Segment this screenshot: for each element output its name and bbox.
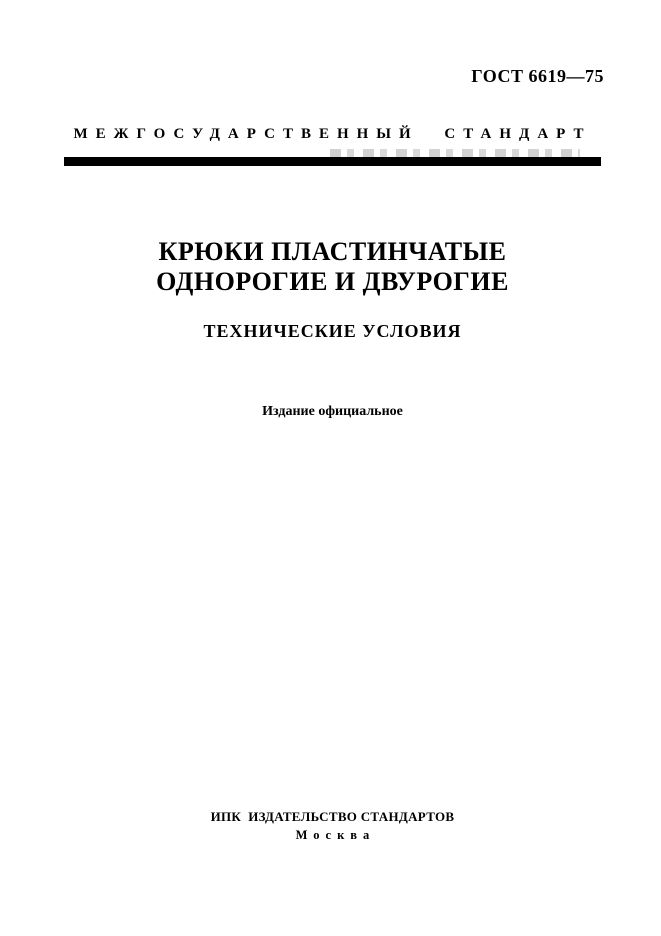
- publisher-city: Москва: [295, 828, 376, 842]
- doc-code: ГОСТ 6619—75: [471, 66, 604, 86]
- doc-title-line2: ОДНОРОГИЕ И ДВУРОГИЕ: [156, 267, 509, 296]
- doc-subtitle: ТЕХНИЧЕСКИЕ УСЛОВИЯ: [203, 321, 462, 341]
- imprint-block: [64, 809, 601, 843]
- doc-title: [64, 237, 601, 297]
- publisher-name: ИПК ИЗДАТЕЛЬСТВО СТАНДАРТОВ: [210, 809, 455, 824]
- standard-category-header: МЕЖГОСУДАРСТВЕННЫЙ СТАНДАРТ: [73, 126, 592, 142]
- divider-rule: [64, 157, 601, 166]
- doc-title-line1: КРЮКИ ПЛАСТИНЧАТЫЕ: [158, 237, 507, 266]
- edition-note: Издание официальное: [262, 404, 403, 419]
